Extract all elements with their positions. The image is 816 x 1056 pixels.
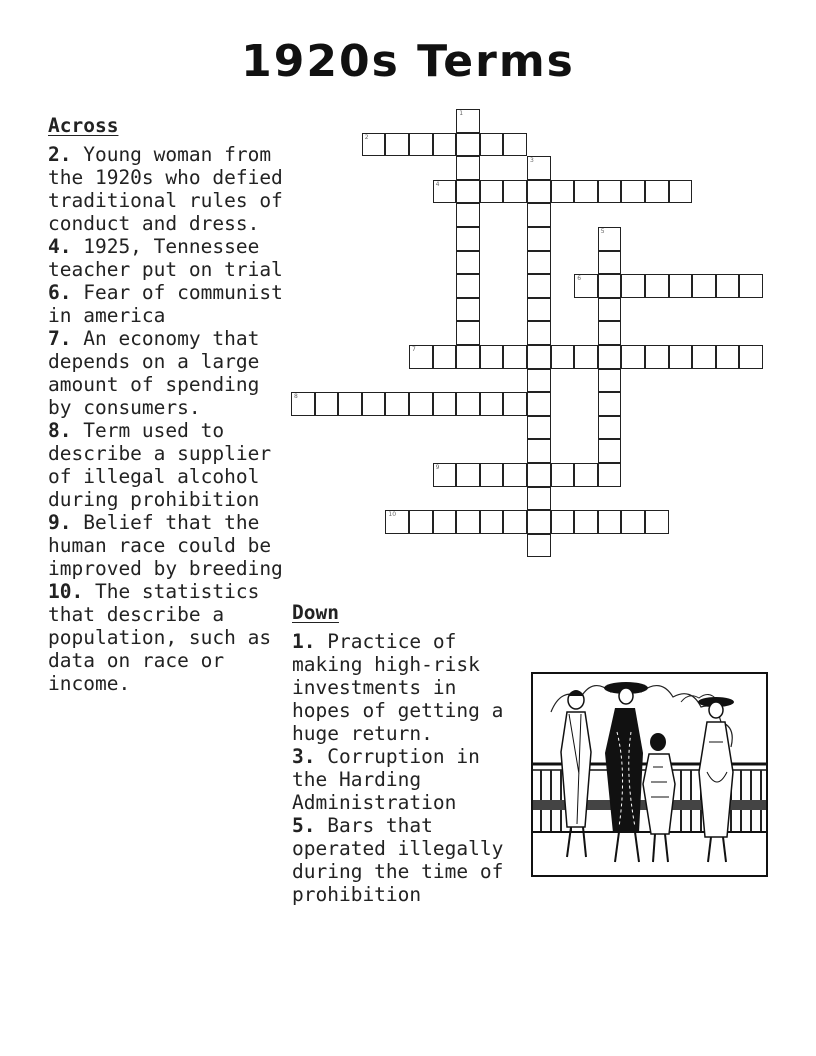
- clue-text: Fear of communist in america: [48, 281, 283, 327]
- clue-text: Belief that the human race could be improved by breeding: [48, 511, 283, 580]
- grid-cell[interactable]: [527, 274, 551, 298]
- grid-cell[interactable]: [456, 345, 480, 369]
- clue-text: 1925, Tennessee teacher put on trial: [48, 235, 283, 281]
- grid-cell[interactable]: [503, 510, 527, 534]
- grid-cell[interactable]: [456, 298, 480, 322]
- grid-cell[interactable]: [621, 180, 645, 204]
- grid-cell[interactable]: [551, 463, 575, 487]
- grid-cell[interactable]: [362, 392, 386, 416]
- across-clue: [48, 580, 284, 695]
- grid-cell[interactable]: [551, 345, 575, 369]
- grid-cell[interactable]: [598, 369, 622, 393]
- clue-number: 8.: [48, 419, 72, 442]
- flapper-illustration: [531, 672, 768, 877]
- grid-cell[interactable]: [527, 227, 551, 251]
- cell-number: 8: [294, 393, 298, 401]
- grid-cell[interactable]: [409, 133, 433, 157]
- grid-cell[interactable]: [645, 345, 669, 369]
- grid-cell[interactable]: [527, 510, 551, 534]
- across-clue: [48, 511, 284, 580]
- grid-cell[interactable]: [291, 392, 315, 416]
- across-heading: Across: [48, 114, 119, 137]
- grid-cell[interactable]: [645, 510, 669, 534]
- cell-number: 4: [435, 180, 440, 188]
- grid-cell[interactable]: [645, 180, 669, 204]
- down-heading: Down: [292, 601, 339, 624]
- grid-cell[interactable]: [598, 274, 622, 298]
- grid-cell[interactable]: [503, 463, 527, 487]
- grid-cell[interactable]: [480, 510, 504, 534]
- cell-number: 2: [364, 133, 369, 141]
- grid-cell[interactable]: [456, 251, 480, 275]
- cell-number: 6: [577, 275, 582, 283]
- grid-cell[interactable]: [574, 463, 598, 487]
- clue-text: The statistics that describe a population, such as data on race or income.: [48, 580, 272, 695]
- clue-text: Practice of making high-risk investments in hopes of getting a huge return.: [292, 630, 504, 745]
- grid-cell[interactable]: [456, 392, 480, 416]
- grid-cell[interactable]: [456, 227, 480, 251]
- grid-cell[interactable]: [527, 180, 551, 204]
- grid-cell[interactable]: [480, 392, 504, 416]
- grid-cell[interactable]: [598, 416, 622, 440]
- clue-text: Bars that operated illegally during the time of prohibition: [292, 814, 504, 906]
- grid-cell[interactable]: [621, 345, 645, 369]
- grid-cell[interactable]: [621, 274, 645, 298]
- grid-cell[interactable]: [503, 345, 527, 369]
- clue-number: 2.: [48, 143, 72, 166]
- cell-number: 1: [459, 110, 464, 117]
- grid-cell[interactable]: [692, 274, 716, 298]
- grid-cell[interactable]: [456, 109, 480, 133]
- clue-text: Corruption in the Harding Administration: [292, 745, 480, 814]
- cell-number: 10: [388, 511, 397, 519]
- cell-number: 9: [435, 464, 440, 471]
- clue-text: An economy that depends on a large amount of spending by consumers.: [48, 327, 260, 419]
- grid-cell[interactable]: [456, 156, 480, 180]
- grid-cell[interactable]: [338, 392, 362, 416]
- grid-cell[interactable]: [598, 392, 622, 416]
- grid-cell[interactable]: [692, 345, 716, 369]
- grid-cell[interactable]: [527, 203, 551, 227]
- cell-number: 7: [412, 346, 416, 353]
- grid-cell[interactable]: [574, 345, 598, 369]
- page-title: 1920s Terms: [241, 36, 575, 87]
- grid-cell[interactable]: [409, 345, 433, 369]
- clue-number: 1.: [292, 630, 316, 653]
- clue-number: 10.: [48, 580, 84, 603]
- grid-cell[interactable]: [669, 274, 693, 298]
- grid-cell[interactable]: [433, 180, 457, 204]
- across-clue: [48, 327, 284, 419]
- down-clue-list: [292, 630, 518, 906]
- grid-cell[interactable]: [527, 487, 551, 511]
- clue-number: 3.: [292, 745, 316, 768]
- grid-cell[interactable]: [456, 180, 480, 204]
- across-clue: [48, 281, 284, 327]
- clue-number: 4.: [48, 235, 72, 258]
- grid-cell[interactable]: [574, 510, 598, 534]
- grid-cell[interactable]: [527, 298, 551, 322]
- grid-cell[interactable]: [598, 510, 622, 534]
- grid-cell[interactable]: [739, 345, 763, 369]
- grid-cell[interactable]: [598, 180, 622, 204]
- grid-cell[interactable]: [409, 510, 433, 534]
- grid-cell[interactable]: [598, 439, 622, 463]
- clue-number: 7.: [48, 327, 72, 350]
- down-clue: [292, 814, 518, 906]
- grid-cell[interactable]: [527, 321, 551, 345]
- grid-cell[interactable]: [315, 392, 339, 416]
- grid-cell[interactable]: [503, 392, 527, 416]
- grid-cell[interactable]: [456, 133, 480, 157]
- grid-cell[interactable]: [456, 463, 480, 487]
- grid-cell[interactable]: [669, 180, 693, 204]
- cell-number: 3: [530, 157, 534, 165]
- clue-number: 6.: [48, 281, 72, 304]
- grid-cell[interactable]: [527, 463, 551, 487]
- down-clue: [292, 745, 518, 814]
- grid-cell[interactable]: [433, 463, 457, 487]
- grid-cell[interactable]: [621, 510, 645, 534]
- grid-cell[interactable]: [362, 133, 386, 157]
- grid-cell[interactable]: [480, 180, 504, 204]
- grid-cell[interactable]: [551, 510, 575, 534]
- grid-cell[interactable]: [456, 321, 480, 345]
- grid-cell[interactable]: [433, 345, 457, 369]
- grid-cell[interactable]: [385, 510, 409, 534]
- grid-cell[interactable]: [527, 345, 551, 369]
- grid-cell[interactable]: [385, 133, 409, 157]
- grid-cell[interactable]: [598, 298, 622, 322]
- across-clue: [48, 235, 284, 281]
- across-clue: [48, 419, 284, 511]
- grid-cell[interactable]: [527, 439, 551, 463]
- down-clues: [292, 601, 518, 906]
- grid-cell[interactable]: [433, 133, 457, 157]
- grid-cell[interactable]: [669, 345, 693, 369]
- grid-cell[interactable]: [385, 392, 409, 416]
- grid-cell[interactable]: [527, 392, 551, 416]
- grid-cell[interactable]: [739, 274, 763, 298]
- grid-cell[interactable]: [503, 180, 527, 204]
- cell-number: 5: [600, 228, 605, 235]
- grid-cell[interactable]: [645, 274, 669, 298]
- grid-cell[interactable]: [598, 251, 622, 275]
- grid-cell[interactable]: [527, 534, 551, 558]
- grid-cell[interactable]: [574, 180, 598, 204]
- clue-number: 9.: [48, 511, 72, 534]
- clue-number: 5.: [292, 814, 316, 837]
- down-clue: [292, 630, 518, 745]
- grid-cell[interactable]: [716, 274, 740, 298]
- grid-cell[interactable]: [433, 510, 457, 534]
- grid-cell[interactable]: [598, 321, 622, 345]
- grid-cell[interactable]: [527, 369, 551, 393]
- grid-cell[interactable]: [409, 392, 433, 416]
- grid-cell[interactable]: [480, 133, 504, 157]
- grid-cell[interactable]: [527, 251, 551, 275]
- clue-text: Term used to describe a supplier of illegal alcohol during prohibition: [48, 419, 272, 511]
- grid-cell[interactable]: [456, 274, 480, 298]
- grid-cell[interactable]: [574, 274, 598, 298]
- grid-cell[interactable]: [527, 156, 551, 180]
- grid-cell[interactable]: [527, 416, 551, 440]
- grid-cell[interactable]: [716, 345, 740, 369]
- grid-cell[interactable]: [456, 203, 480, 227]
- grid-cell[interactable]: [598, 463, 622, 487]
- clue-text: Young woman from the 1920s who defied traditional rules of conduct and dress.: [48, 143, 283, 235]
- grid-cell[interactable]: [456, 510, 480, 534]
- grid-cell[interactable]: [480, 345, 504, 369]
- across-clue: [48, 143, 284, 235]
- grid-cell[interactable]: [551, 180, 575, 204]
- grid-cell[interactable]: [433, 392, 457, 416]
- across-clues: [48, 114, 284, 695]
- grid-cell[interactable]: [598, 227, 622, 251]
- grid-cell[interactable]: [598, 345, 622, 369]
- grid-cell[interactable]: [503, 133, 527, 157]
- grid-cell[interactable]: [480, 463, 504, 487]
- across-clue-list: [48, 143, 284, 695]
